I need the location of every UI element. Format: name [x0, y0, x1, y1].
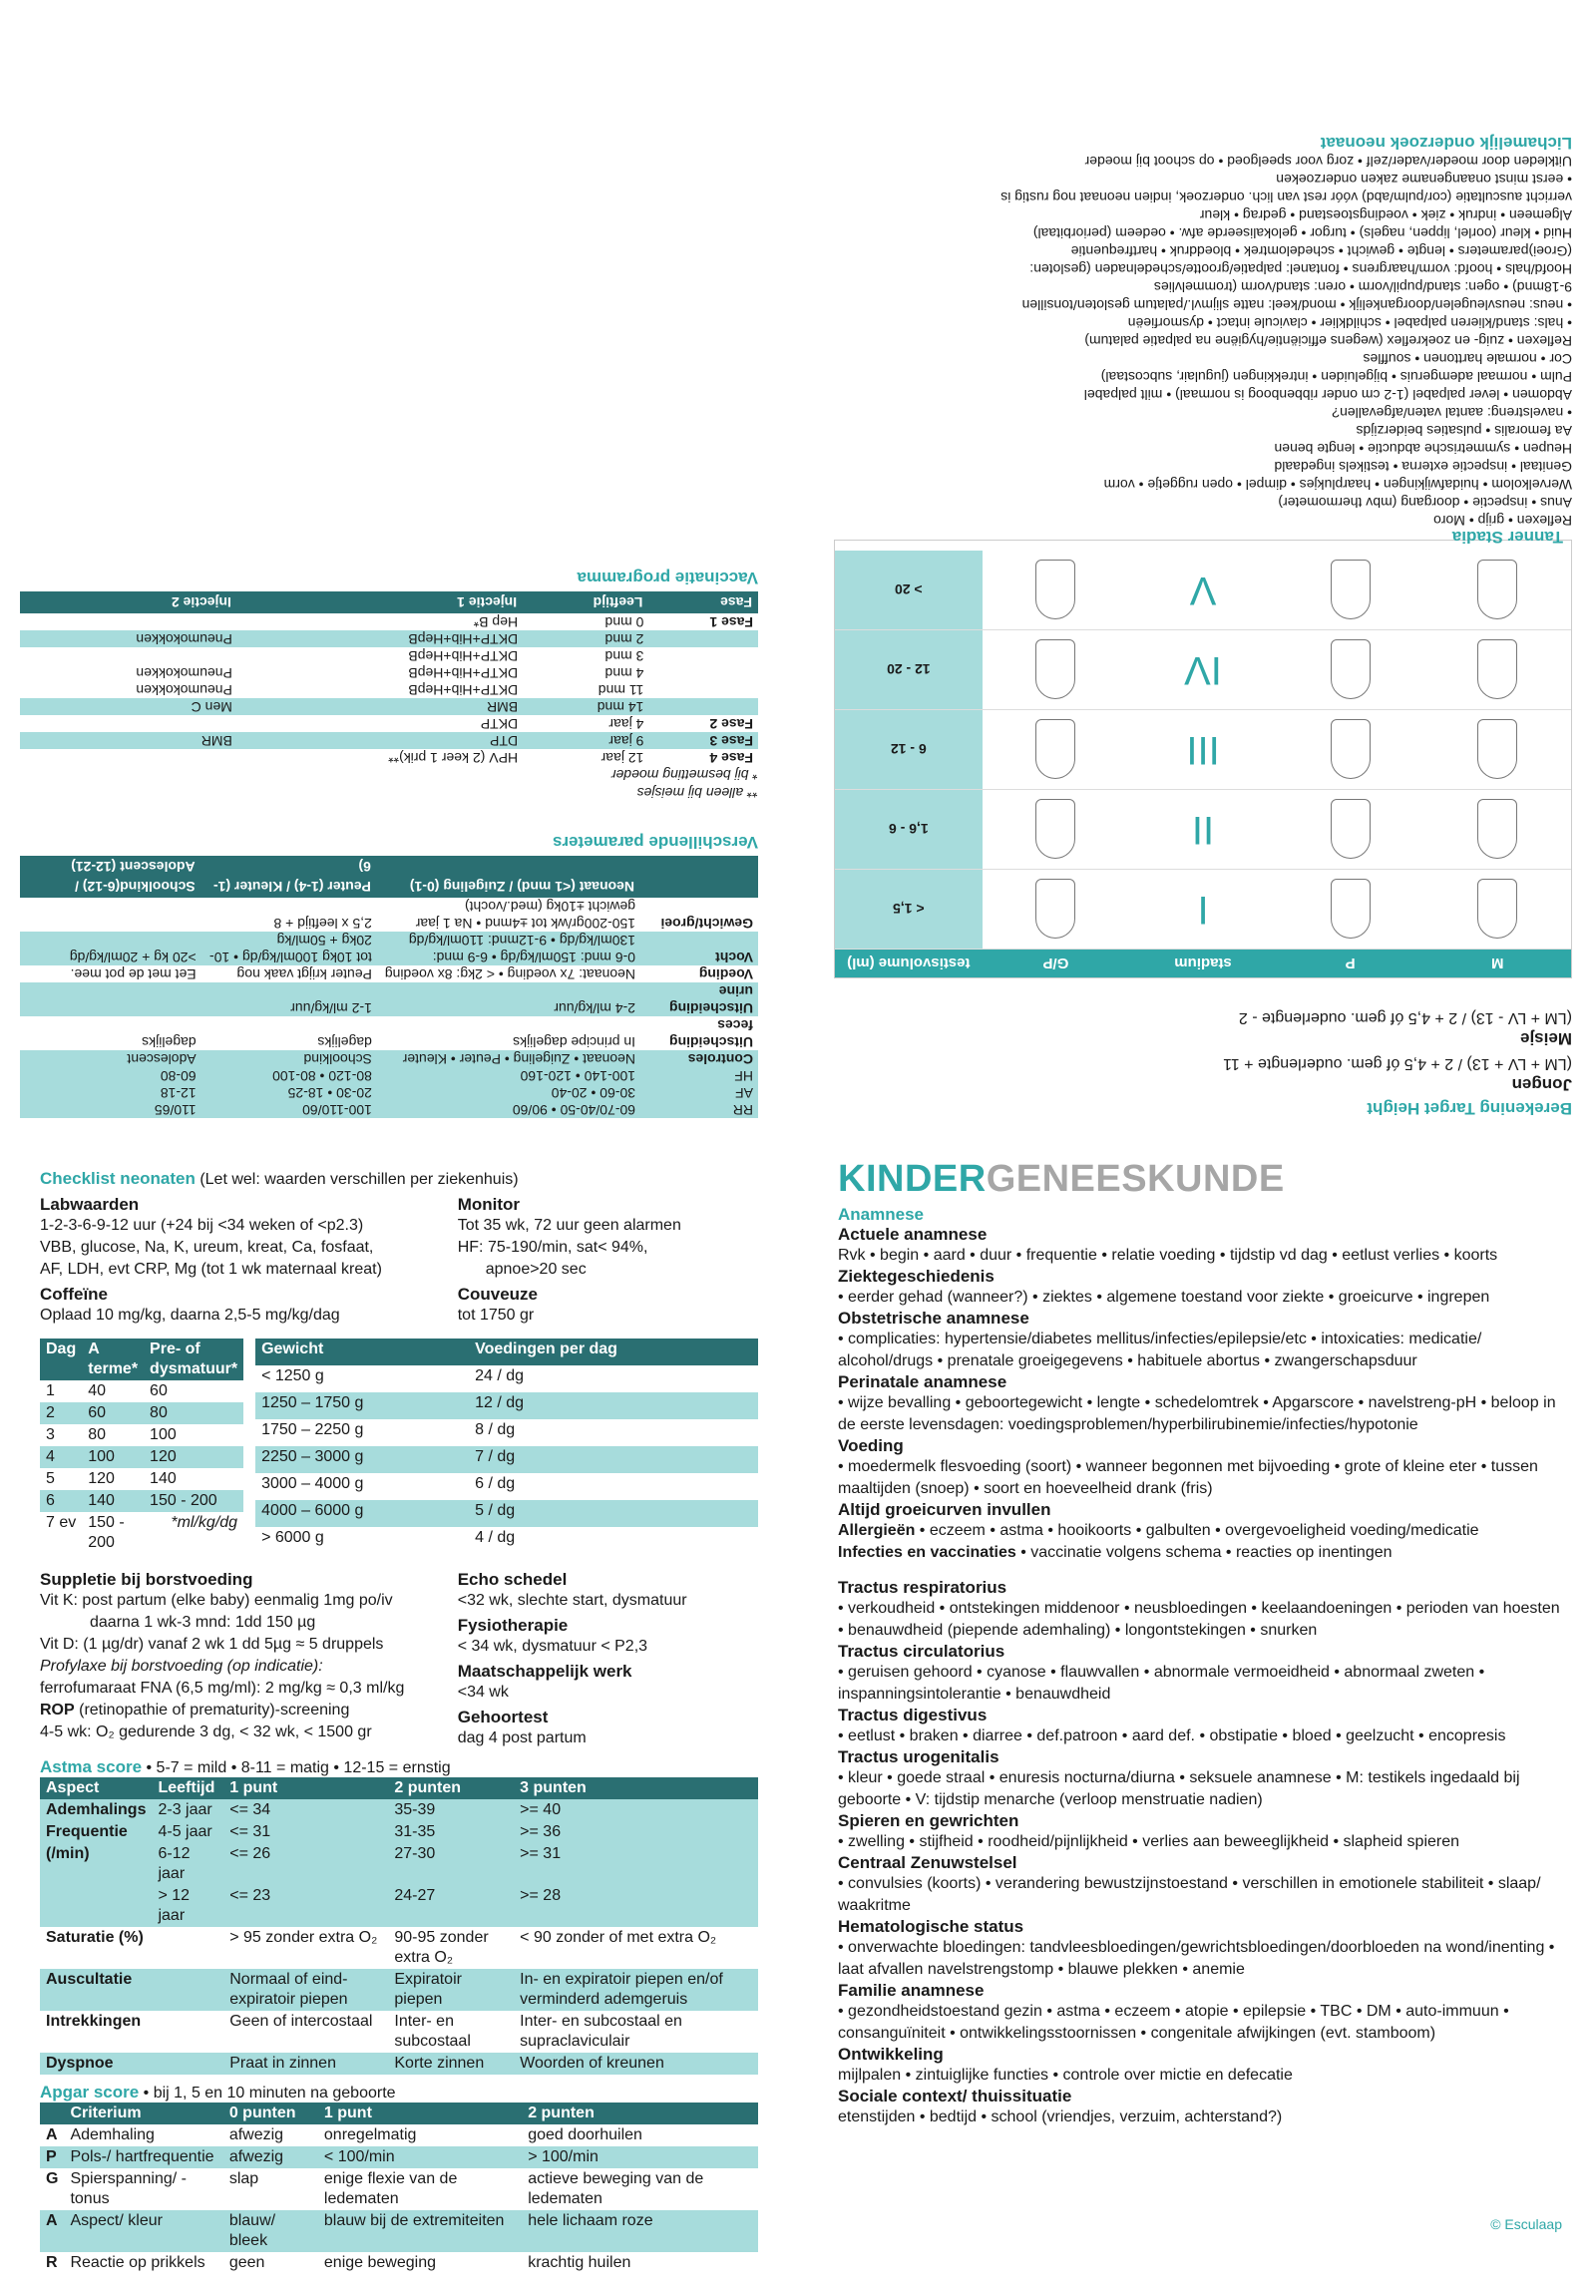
- top-right-column: [20, 0, 758, 1128]
- couveuze-line: tot 1750 gr: [457, 1307, 535, 1324]
- genital-drawing-icon: [1035, 561, 1075, 620]
- anamnese-text: • vaccinatie volgens schema • reacties op inentingen: [1015, 1544, 1393, 1561]
- anamnese-heading: Tractus respiratorius: [838, 1578, 1007, 1597]
- anamnese-heading: Sociale context/ thuissituatie: [838, 2087, 1072, 2105]
- suppletie-line: Vit D: (1 µg/dr) vanaf 2 wk 1 dd 5µg ≈ 5 druppels: [40, 1636, 384, 1653]
- anamnese-text: • eerder gehad (wanneer?) • ziektes • algemene toestand voor ziekte • groeicurve • ingrepen: [838, 1289, 1490, 1306]
- anamnese-list: [838, 1225, 1566, 2128]
- anamnese-text: • zwelling • stijfheid • roodheid/pijnlijkheid • verlies aan beweeglijkheid • slapheid spieren: [838, 1833, 1460, 1850]
- pubic-drawing-icon: [1331, 640, 1371, 700]
- genital-drawing-icon: [1035, 640, 1075, 700]
- anamnese-text: • onverwachte bloedingen: tandvleesbloedingen/gewrichtsbloedingen/doorbloeden na wond/inenting • laat afvallen navelstrengstomp • blauwe plekken • anemie: [838, 1939, 1555, 1978]
- target-meisje-formula: (LM + LV - 13) / 2 + 4,5 óf gem. ouderlengte - 2: [1238, 1009, 1572, 1026]
- vaccinatie-table: Fase 4 12 jaar HPV (2 keer 1 prik)** Fase 3 9 jaar DTP BMR Fase 2 4 jaar DKTP 14 mnd BMR Men C 11 mnd DKTP+Hib+HepB Pneumokokken 4 mnd DKTP+Hib+HepB Pneumokokken 3 mnd DKTP+Hib+HepB 2 mnd DKTP+Hib+HepB Pneumokokken Fase 1 0 mnd Hep B* Fase Leeftijd Injectie 1 Injectie 2: [20, 591, 758, 766]
- gehoor-title: Gehoortest: [457, 1708, 549, 1726]
- tanner-stage: IV: [1184, 648, 1222, 692]
- target-title: Berekening Target Height: [1367, 1099, 1572, 1118]
- tanner-volume: > 20: [835, 551, 983, 629]
- tanner-row: [835, 630, 1571, 710]
- breast-drawing-icon: [1477, 880, 1517, 940]
- anamnese-section: [838, 1267, 1566, 1309]
- anamnese-section: [838, 1853, 1566, 1917]
- anamnese-text: mijlpalen • zintuiglijke functies • controle over mictie en defecatie: [838, 2067, 1293, 2084]
- lab-line: 1-2-3-6-9-12 uur (+24 bij <34 weken of <p2.3): [40, 1217, 364, 1234]
- tanner-grid: [834, 528, 1572, 978]
- params-title: Verschillende parameters: [552, 833, 758, 852]
- monitor-title: Monitor: [457, 1195, 521, 1214]
- tanner-row: [835, 870, 1571, 950]
- lich-line: Genitaal • inspectie externa • testikels ingedaald: [1274, 459, 1572, 475]
- bottom-right-column: [838, 1158, 1566, 2286]
- params-table: RR 60-70/40-50 • 90/60 100-110/60 110/65 AF 30-60 • 20-40 20-30 • 18-25 12-18 HF 100-140 • 120-160 80-120 • 80-100 60-80 Controles Neonaat • Zuigeling • Peuter • Kleuter Schoolkind Adolescent Uitscheiding feces In principe dagelijks dagelijks dagelijks Uitscheiding urine 2-4 ml/kg/uur 1-2 ml/kg/uur Voeding Neonaat: 7x voeding • < 2kg: 8x voeding Peuter krijgt vaak nog Eet met de pot mee. Vocht 0-6 mnd: 150ml/kg/dg • 6-9 mnd: 130ml/kg/dg • 9-12mnd: 110ml/kg/dg tot 10kg 100ml/kg/dg • 10-20kg + 50ml/kg >20 kg + 20ml/kg/dg Gewicht/groei 150-200gr/wk tot ±4mnd • Na 1 jaar gewicht ±10kg (med./vocht) 2,5 x leeftijd + 8 Neonaat (<1 mnd) / Zuigeling (0-1) Peuter (1-4) / Kleuter (1-6) Schoolkind(6-12) / Adolescent (12-21): [20, 856, 758, 1118]
- apgar-table: Criterium 0 punten 1 punt 2 punten A Ademhaling afwezig onregelmatig goed doorhuilen P Pols-/ hartfrequentie afwezig < 100/min > 100/min G Spierspanning/ -tonus slap enige flexie van de ledematen actieve beweging van de ledematen A Aspect/ kleur blauw/ bleek blauw bij de extremiteiten hele lichaam roze R Reactie op prikkels geen enige beweging krachtig huilen: [40, 2103, 758, 2274]
- tanner-title: Tanner Stadia: [1451, 528, 1563, 547]
- lich-line: Reflexen • grijp • Moro: [1433, 513, 1572, 529]
- anamnese-section: [838, 1578, 1566, 1642]
- maatschappelijk-line: <34 wk: [457, 1684, 509, 1701]
- astma-legend: • 5-7 = mild • 8-11 = matig • 12-15 = ernstig: [142, 1759, 451, 1776]
- echo-title: Echo schedel: [457, 1570, 568, 1589]
- maatschappelijk-title: Maatschappelijk werk: [457, 1662, 632, 1681]
- pubic-drawing-icon: [1331, 880, 1371, 940]
- anamnese-heading: Tractus urogenitalis: [838, 1747, 999, 1766]
- anamnese-section: [838, 1981, 1566, 2045]
- lich-line: • eerst minst onaangename zaken onderzoeken: [1276, 172, 1572, 188]
- anamnese-title: Anamnese: [838, 1205, 924, 1224]
- rop-title: ROP: [40, 1702, 75, 1719]
- lichamelijk-title: Lichamelijk onderzoek neonaat: [1320, 134, 1572, 153]
- anamnese-text: • convulsies (koorts) • verandering bewustzijnstoestand • verschillen in emotionele stabiliteit • slaap/ waakritme: [838, 1875, 1541, 1914]
- pubic-drawing-icon: [1331, 720, 1371, 780]
- breast-drawing-icon: [1477, 640, 1517, 700]
- checklist-note: (Let wel: waarden verschillen per ziekenhuis): [195, 1171, 519, 1188]
- anamnese-heading: Voeding: [838, 1436, 904, 1455]
- tanner-row: [835, 790, 1571, 870]
- anamnese-heading: Actuele anamnese: [838, 1225, 988, 1244]
- bottom-left-column: [40, 1168, 758, 2296]
- dag-table: Dag A terme* Pre- of dysmatuur* 1 40 60 2 60 80 3 80 100 4 100 120 5 120 140 6 140 150 - 200 7 ev 150 - 200 *ml/kg/dg: [40, 1339, 243, 1554]
- tanner-row: [835, 551, 1571, 630]
- apgar-title: Apgar score: [40, 2083, 140, 2102]
- lich-line: Anus • inspectie • doorgang (mbv thermometer): [1278, 495, 1572, 511]
- pubic-drawing-icon: [1331, 800, 1371, 860]
- monitor-line: apnoe>20 sec: [485, 1261, 587, 1278]
- anamnese-text: • verkoudheid • ontstekingen middenoor • neusbloedingen • keelaandoeningen • perioden van hoesten • benauwdheid (piepende ademhaling) • longontstekingen • snurken: [838, 1600, 1560, 1639]
- anamnese-text: • moedermelk flesvoeding (soort) • wanneer begonnen met bijvoeding • grote of kleine eter • tussen maaltijden (snoep) • soort en hoeveelheid drank (fris): [838, 1458, 1538, 1497]
- tanner-col-gp: G/P: [1042, 955, 1069, 972]
- anamnese-text: • kleur • goede straal • enuresis nocturna/diurna • seksuele anamnese • M: testikels ingedaald bij geboorte • V: tijdstip menarche (verloop menstruatie nadien): [838, 1769, 1520, 1808]
- anamnese-heading: Ziektegeschiedenis: [838, 1267, 995, 1286]
- lich-line: Cor • normale harttonen • souffles: [1363, 351, 1572, 367]
- anamnese-section: [838, 2045, 1566, 2087]
- pubic-drawing-icon: [1331, 561, 1371, 620]
- monitor-line: HF: 75-190/min, sat< 94%,: [457, 1239, 648, 1256]
- vaccinatie-title: Vaccinatie programma: [577, 569, 758, 587]
- suppletie-title: Suppletie bij borstvoeding: [40, 1570, 253, 1589]
- anamnese-section: [838, 1436, 1566, 1500]
- anamnese-text: • eczeem • astma • hooikoorts • galbulten • overgevoeligheid voeding/medicatie: [915, 1522, 1479, 1539]
- astma-table: Aspect Leeftijd 1 punt 2 punten 3 punten Ademhalings 2-3 jaar <= 34 35-39 >= 40 Frequentie 4-5 jaar <= 31 31-35 >= 36 (/min) 6-12 jaar <= 26 27-30 >= 31 > 12 jaar <= 23 24-27 >= 28 Saturatie (%) > 95 zonder extra O₂ 90-95 zonder extra O₂ < 90 zonder of met extra O₂ Auscultatie Normaal of eind-expiratoir piepen Expiratoir piepen In- en expiratoir piepen en/of verminderd ademgeruis Intrekkingen Geen of intercostaal Inter- en subcostaal Inter- en subcostaal en supraclaviculair Dyspnoe Praat in zinnen Korte zinnen Woorden of kreunen: [40, 1777, 758, 2075]
- suppletie-line: daarna 1 wk-3 mnd: 1dd 150 µg: [90, 1614, 316, 1631]
- lich-line: Huid • kleur (oorlel, lippen, nagels) • turgor • gelokaliseerde afw. • oedeem (periorbitaal): [1032, 225, 1572, 241]
- suppletie-line: ferrofumaraat FNA (6,5 mg/ml): 2 mg/kg ≈ 0,3 ml/kg: [40, 1680, 405, 1697]
- tanner-col-m: M: [1490, 955, 1504, 972]
- anamnese-heading: Infecties en vaccinaties: [838, 1544, 1016, 1561]
- anamnese-text: • wijze bevalling • geboortegewicht • lengte • schedelomtrek • Apgarscore • navelstreng-pH • beloop in de eerste levensdagen: voedingsproblemen/hyperbilirubinemie/infecties/hypotonie: [838, 1394, 1556, 1433]
- anamnese-text: etenstijden • bedtijd • school (vriendjes, verzuim, achterstand?): [838, 2108, 1283, 2125]
- tanner-stage: II: [1191, 808, 1215, 852]
- fysio-title: Fysiotherapie: [457, 1616, 569, 1635]
- top-half-rotated: [0, 0, 1596, 1128]
- tanner-col-volume: testisvolume (ml): [847, 955, 971, 972]
- fysio-line: < 34 wk, dysmatuur < P2,3: [457, 1638, 648, 1655]
- anamnese-section: [838, 1542, 1566, 1564]
- lab-title: Labwaarden: [40, 1195, 140, 1214]
- lich-line: Pulm • normaal ademgeruis • bijgeluiden • intrekkingen (jugulair, subcostaal): [1100, 369, 1572, 385]
- tanner-stage: I: [1197, 888, 1209, 932]
- anamnese-text: Rvk • begin • aard • duur • frequentie • relatie voeding • tijdstip vd dag • eetlust verlies • koorts: [838, 1247, 1498, 1264]
- rop-text: (retinopathie of prematurity)-screening: [74, 1702, 350, 1719]
- anamnese-heading: Tractus digestivus: [838, 1706, 988, 1724]
- vac-note: * bij besmetting moeder: [610, 767, 758, 783]
- gewicht-table: Gewicht Voedingen per dag < 1250 g 24 / dg 1250 – 1750 g 12 / dg 1750 – 2250 g 8 / dg 2250 – 3000 g 7 / dg 3000 – 4000 g 6 / dg 4000 – 6000 g 5 / dg > 6000 g 4 / dg: [255, 1339, 758, 1554]
- page-title: KINDERGENEESKUNDE: [838, 1158, 1285, 1200]
- genital-drawing-icon: [1035, 720, 1075, 780]
- anamnese-section: [838, 1309, 1566, 1372]
- gehoor-line: dag 4 post partum: [457, 1729, 587, 1746]
- target-meisje: Meisje: [1520, 1029, 1572, 1048]
- lich-line: Abdomen • lever palpabel (1-2 cm onder ribbenboog is normaal) • milt palpabel: [1083, 387, 1572, 403]
- lich-line: • neus: neusvleugelen/doorgankelijk • mond/keel: natte slijmvl./palatum gesloten/tonsillen: [1021, 297, 1572, 313]
- monitor-line: Tot 35 wk, 72 uur geen alarmen: [457, 1217, 681, 1234]
- anamnese-section: [838, 1372, 1566, 1436]
- lich-line: Hoofd/hals • hoofd: vorm/haargrens • fontanel: palpatie/grootte/schedelnaden (gesloten:: [1029, 261, 1572, 277]
- anamnese-section: [838, 1642, 1566, 1706]
- anamnese-heading: Obstetrische anamnese: [838, 1309, 1029, 1328]
- anamnese-heading: Familie anamnese: [838, 1981, 985, 2000]
- lich-line: Uitkleden door moeder/vader/zelf • zorg voor speelgoed • op schoot bij moeder: [1084, 154, 1572, 170]
- breast-drawing-icon: [1477, 720, 1517, 780]
- anamnese-heading: Centraal Zenuwstelsel: [838, 1853, 1017, 1872]
- lich-line: Wervelkolom • huidafwijkingen • haarplukjes • dimpel • open ruggetje • vorm: [1103, 477, 1572, 493]
- anamnese-heading: Hematologische status: [838, 1917, 1024, 1936]
- tanner-header: [835, 950, 1571, 977]
- anamnese-heading: Spieren en gewrichten: [838, 1811, 1019, 1830]
- checklist-title: Checklist neonaten: [40, 1169, 196, 1188]
- astma-title: Astma score: [40, 1757, 143, 1776]
- cafeine-title: Coffeïne: [40, 1285, 108, 1304]
- top-left-column: [798, 0, 1596, 1128]
- breast-drawing-icon: [1477, 800, 1517, 860]
- lich-line: • navelstreng: aantal vaten/afgevallen?: [1332, 405, 1572, 421]
- copyright: © Esculaap: [1490, 2216, 1562, 2232]
- anamnese-section: [838, 1747, 1566, 1811]
- anamnese-section: [838, 2087, 1566, 2128]
- suppletie-line: Profylaxe bij borstvoeding (op indicatie):: [40, 1658, 323, 1675]
- vac-note: ** alleen bij meisjes: [636, 785, 758, 801]
- anamnese-section: [838, 1500, 1566, 1520]
- anamnese-text: • gezondheidstoestand gezin • astma • eczeem • atopie • epilepsie • TBC • DM • auto-immuun • consanguïniteit • ontwikkelingsstoornissen • congenitale afwijkingen (evt. stamboom): [838, 2003, 1509, 2042]
- anamnese-heading: Perinatale anamnese: [838, 1372, 1007, 1391]
- target-height-block: [814, 1006, 1572, 1118]
- tanner-volume: 1,6 - 6: [835, 790, 983, 869]
- bottom-half: [0, 1128, 1596, 2271]
- tanner-col-p: P: [1345, 955, 1356, 972]
- breast-drawing-icon: [1477, 561, 1517, 620]
- rop-line: 4-5 wk: O₂ gedurende 3 dg, < 32 wk, < 1500 gr: [40, 1723, 372, 1740]
- tanner-volume: 6 - 12: [835, 710, 983, 789]
- anamnese-section: [838, 1917, 1566, 1981]
- lich-line: Algemeen • indruk • ziek • voedingstoestand • gedrag • kleur: [1199, 207, 1572, 223]
- tanner-stage: V: [1189, 569, 1217, 612]
- anamnese-section: [838, 1520, 1566, 1542]
- tanner-volume: 12 - 20: [835, 630, 983, 709]
- lab-line: AF, LDH, evt CRP, Mg (tot 1 wk maternaal kreat): [40, 1261, 382, 1278]
- tanner-row: [835, 710, 1571, 790]
- anamnese-heading: Altijd groeicurven invullen: [838, 1500, 1051, 1519]
- suppletie-line: Vit K: post partum (elke baby) eenmalig 1mg po/iv: [40, 1592, 393, 1609]
- anamnese-heading: Tractus circulatorius: [838, 1642, 1005, 1661]
- tanner-stage: III: [1186, 728, 1220, 772]
- target-jongen-formula: (LM + LV + 13) / 2 + 4,5 óf gem. ouderlengte + 11: [1223, 1055, 1572, 1072]
- cafeine-line: Oplaad 10 mg/kg, daarna 2,5-5 mg/kg/dag: [40, 1307, 340, 1324]
- lichamelijk-block: [814, 133, 1572, 530]
- anamnese-section: [838, 1225, 1566, 1267]
- apgar-legend: • bij 1, 5 en 10 minuten na geboorte: [139, 2085, 396, 2102]
- genital-drawing-icon: [1035, 800, 1075, 860]
- lich-line: Aa femoralis • pulsaties beiderzijds: [1356, 423, 1572, 439]
- lich-line: verricht auscultatie (cor/pulm/abd) vóór rest van lich. onderzoek, indien neonaat nog rustig is: [1000, 190, 1572, 205]
- anamnese-text: • geruisen gehoord • cyanose • flauwvallen • abnormale vermoeidheid • abnormaal zweten • inspanningsintolerantie • benauwdheid: [838, 1664, 1485, 1703]
- anamnese-heading: Ontwikkeling: [838, 2045, 944, 2064]
- genital-drawing-icon: [1035, 880, 1075, 940]
- tanner-volume: < 1,5: [835, 870, 983, 949]
- lich-line: 9-18mnd) • ogen: stand/pupil/vorm • oren: stand/vorm (trommelvlies: [1153, 279, 1572, 295]
- tanner-col-stadium: stadium: [1174, 955, 1232, 972]
- anamnese-text: • eetlust • braken • diarree • def.patroon • aard def. • obstipatie • bloed • geelzucht • encopresis: [838, 1727, 1506, 1744]
- lich-line: • hals: stand/klieren palpabel • schildklier • clavicule intact • dysmorfieën: [1127, 315, 1572, 331]
- lich-line: Reflexen • zuig- en zoekreflex (wegens efficiëntie/hygiëne na palpatie palatum): [1084, 333, 1572, 349]
- target-jongen: Jongen: [1511, 1075, 1572, 1094]
- anamnese-text: • complicaties: hypertensie/diabetes mellitus/infecties/epilepsie/etc • intoxicaties: medicatie/ alcohol/drugs • prenatale groeigegevens • habituele abortus • zwangerschapsduur: [838, 1331, 1482, 1369]
- anamnese-section: [838, 1706, 1566, 1747]
- couveuze-title: Couveuze: [457, 1285, 539, 1304]
- lich-line: (Groei)parameters • lengte • gewicht • schedelomtrek • bloeddruk • hartfrequentie: [1070, 243, 1572, 259]
- lab-line: VBB, glucose, Na, K, ureum, kreat, Ca, fosfaat,: [40, 1239, 374, 1256]
- lich-line: Heupen • symmetrische abductie • lengte benen: [1274, 441, 1572, 457]
- echo-line: <32 wk, slechte start, dysmatuur: [457, 1592, 687, 1609]
- anamnese-heading: Allergieën: [838, 1522, 916, 1539]
- anamnese-section: [838, 1811, 1566, 1853]
